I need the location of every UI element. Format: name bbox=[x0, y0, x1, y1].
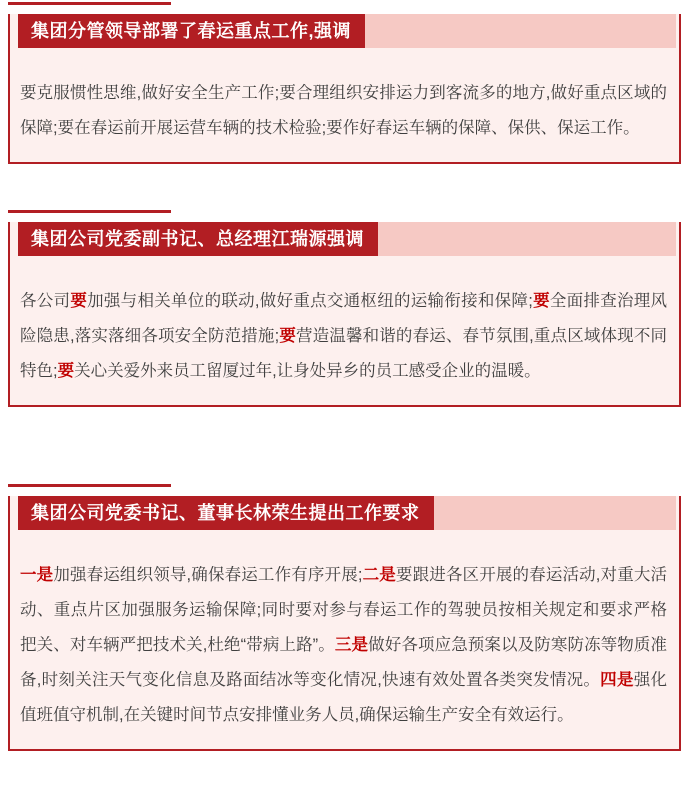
section-top-rule bbox=[8, 210, 171, 213]
section-header-row bbox=[18, 222, 676, 256]
section-title-banner bbox=[18, 496, 434, 530]
section-card bbox=[8, 14, 681, 164]
section-title: 集团公司党委副书记、总经理江瑞源强调 bbox=[31, 229, 364, 249]
section-leader-deploy bbox=[8, 2, 681, 164]
section-lin-rongsheng bbox=[8, 484, 681, 751]
section-body: 要克服惯性思维,做好安全生产工作;要合理组织安排运力到客流多的地方,做好重点区域的保障;要在春运前开展运营车辆的技术检验;要作好春运车辆的保障、保供、保运工作。 bbox=[20, 84, 667, 137]
section-top-rule bbox=[8, 2, 171, 5]
section-title: 集团公司党委书记、董事长林荣生提出工作要求 bbox=[31, 503, 420, 523]
section-header-band bbox=[378, 222, 676, 256]
section-jiang-ruiyuan bbox=[8, 210, 681, 407]
section-header-row bbox=[18, 496, 676, 530]
section-card bbox=[8, 222, 681, 407]
section-body: 各公司要加强与相关单位的联动,做好重点交通枢纽的运输衔接和保障;要全面排查治理风险隐患,落实落细各项安全防范措施;要营造温馨和谐的春运、春节氛围,重点区域体现不同特色;要关心关爱外来员工留厦过年,让身处异乡的员工感受企业的温暖。 bbox=[20, 292, 668, 380]
section-title: 集团分管领导部署了春运重点工作,强调 bbox=[31, 21, 351, 41]
section-top-rule bbox=[8, 484, 171, 487]
section-header-row bbox=[18, 14, 676, 48]
section-body: 一是加强春运组织领导,确保春运工作有序开展;二是要跟进各区开展的春运活动,对重大活动、重点片区加强服务运输保障;同时要对参与春运工作的驾驶员按相关规定和要求严格把关、对车辆严把技术关,杜绝“带病上路”。三是做好各项应急预案以及防寒防冻等物质准备,时刻关注天气变化信息及路面结冰等变化情况,快速有效处置各类突发情况。四是强化值班值守机制,在关键时间节点安排懂业务人员,确保运输生产安全有效运行。 bbox=[20, 566, 668, 724]
section-header-band bbox=[434, 496, 677, 530]
section-header-band bbox=[365, 14, 676, 48]
section-title-banner bbox=[18, 222, 378, 256]
section-title-banner bbox=[18, 14, 365, 48]
section-card bbox=[8, 496, 681, 751]
